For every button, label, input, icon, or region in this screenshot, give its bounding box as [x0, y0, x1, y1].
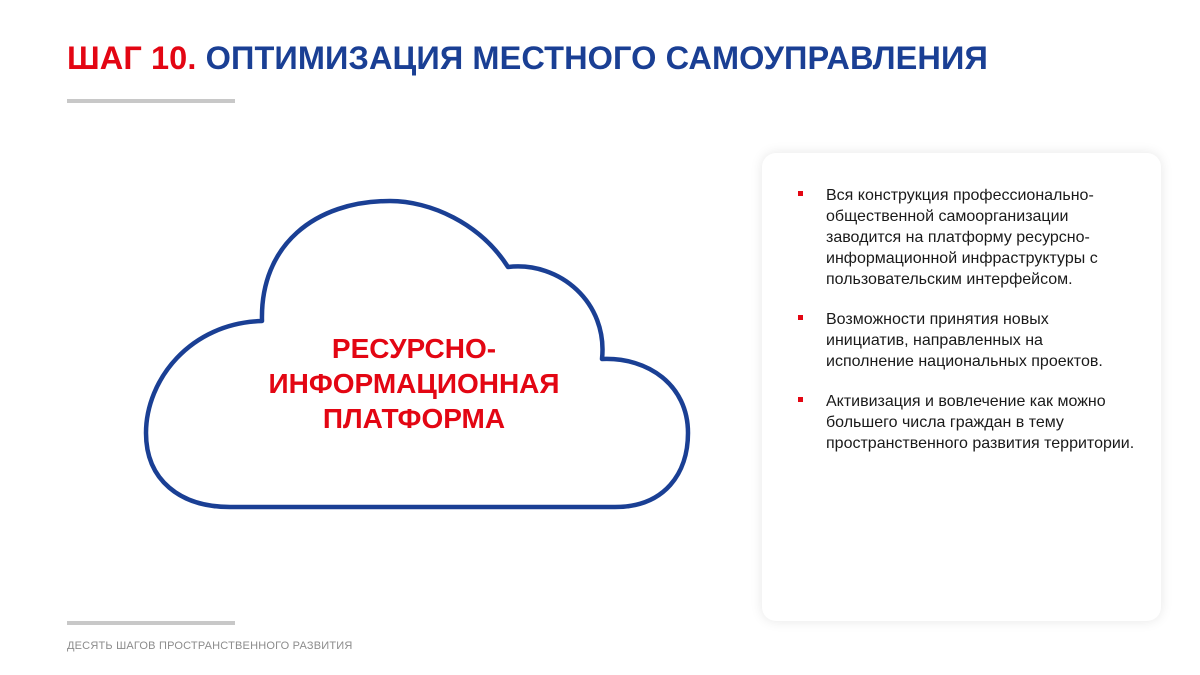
footer-divider: [67, 621, 235, 625]
bullet-square-icon: [798, 315, 803, 320]
bullet-square-icon: [798, 191, 803, 196]
cloud-label: [140, 331, 688, 436]
bullet-card: [762, 153, 1161, 621]
cloud-label-line-2: ИНФОРМАЦИОННАЯ: [268, 368, 560, 399]
title-underline: [67, 99, 235, 103]
step-label: ШАГ 10.: [67, 40, 197, 76]
bullet-text: Возможности принятия новых инициатив, направленных на исполнение национальных проектов.: [826, 311, 1103, 370]
bullet-text: Вся конструкция профессионально-общественной самоорганизации заводится на платформу ресурсно-информационной инфраструктуры с пользовательским интерфейсом.: [826, 187, 1098, 288]
cloud-label-line-3: ПЛАТФОРМА: [322, 403, 506, 434]
bullet-list: [795, 185, 1135, 473]
bullet-item: [795, 391, 1135, 454]
page-title: [67, 40, 988, 77]
bullet-text: Активизация и вовлечение как можно большего числа граждан в тему пространственного развития территории.: [826, 393, 1135, 452]
title-text: ОПТИМИЗАЦИЯ МЕСТНОГО САМОУПРАВЛЕНИЯ: [205, 40, 988, 76]
bullet-item: [795, 185, 1135, 290]
cloud-graphic: [140, 195, 700, 515]
bullet-square-icon: [798, 397, 803, 402]
footer-text: ДЕСЯТЬ ШАГОВ ПРОСТРАНСТВЕННОГО РАЗВИТИЯ: [67, 640, 353, 652]
cloud-label-line-1: РЕСУРСНО-: [331, 333, 497, 364]
bullet-item: [795, 309, 1135, 372]
